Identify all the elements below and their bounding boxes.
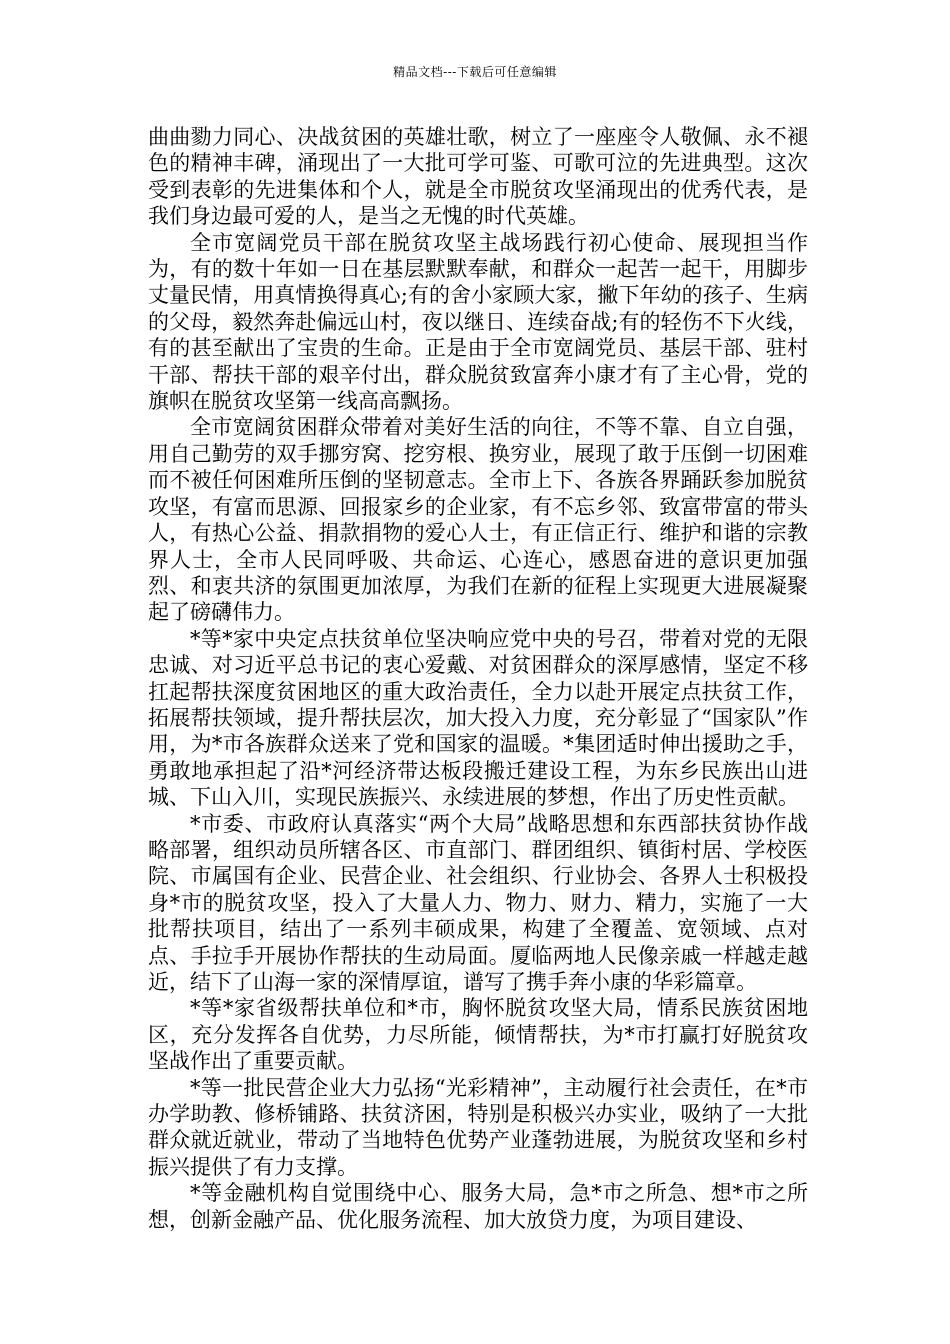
paragraph-2: 全市宽阔党员干部在脱贫攻坚主战场践行初心使命、展现担当作为，有的数十年如一日在基层默默奉献，和群众一起苦一起干，用脚步丈量民情，用真情换得真心;有的舍小家顾大家，撇下年幼的孩子、生病的父母，毅然奔赴偏远山村，夜以继日、连续奋战;有的轻伤不下火线，有的甚至献出了宝贵的生命。正是由于全市宽阔党员、基层干部、驻村干部、帮扶干部的艰辛付出，群众脱贫致富奔小康才有了主心骨，党的旗帜在脱贫攻坚第一线高高飘扬。 xyxy=(148,230,808,414)
paragraph-3: 全市宽阔贫困群众带着对美好生活的向往，不等不靠、自立自强，用自己勤劳的双手挪穷窝、挖穷根、换穷业，展现了敢于压倒一切困难而不被任何困难所压倒的坚韧意志。全市上下、各族各界踊跃参加脱贫攻坚，有富而思源、回报家乡的企业家，有不忘乡邻、致富带富的带头人，有热心公益、捐款捐物的爱心人士，有正信正行、维护和谐的宗教界人士，全市人民同呼吸、共命运、心连心，感恩奋进的意识更加强烈、和衷共济的氛围更加浓厚，为我们在新的征程上实现更大进展凝聚起了磅礴伟力。 xyxy=(148,415,808,625)
paragraph-5: *市委、市政府认真落实“两个大局”战略思想和东西部扶贫协作战略部署，组织动员所辖各区、市直部门、群团组织、镇街村居、学校医院、市属国有企业、民营企业、社会组织、行业协会、各界人士积极投身*市的脱贫攻坚，投入了大量人力、物力、财力、精力，实施了一大批帮扶项目，结出了一系列丰硕成果，构建了全覆盖、宽领域、点对点、手拉手开展协作帮扶的生动局面。厦临两地人民像亲戚一样越走越近，结下了山海一家的深情厚谊，谱写了携手奔小康的华彩篇章。 xyxy=(148,811,808,994)
paragraph-1: 曲曲勠力同心、决战贫困的英雄壮歌，树立了一座座令人敬佩、永不褪色的精神丰碑，涌现出了一大批可学可鉴、可歌可泣的先进典型。这次受到表彰的先进集体和个人，就是全市脱贫攻坚涌现出的优秀代表，是我们身边最可爱的人，是当之无愧的时代英雄。 xyxy=(148,125,808,229)
paragraph-4: *等*家中央定点扶贫单位坚决响应党中央的号召，带着对党的无限忠诚、对习近平总书记的衷心爱戴、对贫困群众的深厚感情，坚定不移扛起帮扶深度贫困地区的重大政治责任，全力以赴开展定点扶贫工作，拓展帮扶领域，提升帮扶层次，加大投入力度，充分彰显了“国家队”作用，为*市各族群众送来了党和国家的温暖。*集团适时伸出援助之手，勇敢地承担起了沿*河经济带达板段搬迁建设工程，为东乡民族出山进城、下山入川，实现民族振兴、永续进展的梦想，作出了历史性贡献。 xyxy=(148,626,808,810)
paragraph-8: *等金融机构自觉围绕中心、服务大局，急*市之所急、想*市之所想，创新金融产品、优化服务流程、加大放贷力度，为项目建设、 xyxy=(148,1181,808,1232)
document-body xyxy=(148,124,808,1233)
paragraph-7: *等一批民营企业大力弘扬“光彩精神”，主动履行社会责任，在*市办学助教、修桥铺路、扶贫济困，特别是积极兴办实业，吸纳了一大批群众就近就业，带动了当地特色优势产业蓬勃进展，为脱贫攻坚和乡村振兴提供了有力支撑。 xyxy=(148,1075,808,1179)
page-header: 精品文档---下载后可任意编辑 xyxy=(393,65,557,79)
paragraph-6: *等*家省级帮扶单位和*市，胸怀脱贫攻坚大局，情系民族贫困地区，充分发挥各自优势，力尽所能，倾情帮扶，为*市打赢打好脱贫攻坚战作出了重要贡献。 xyxy=(148,996,808,1074)
